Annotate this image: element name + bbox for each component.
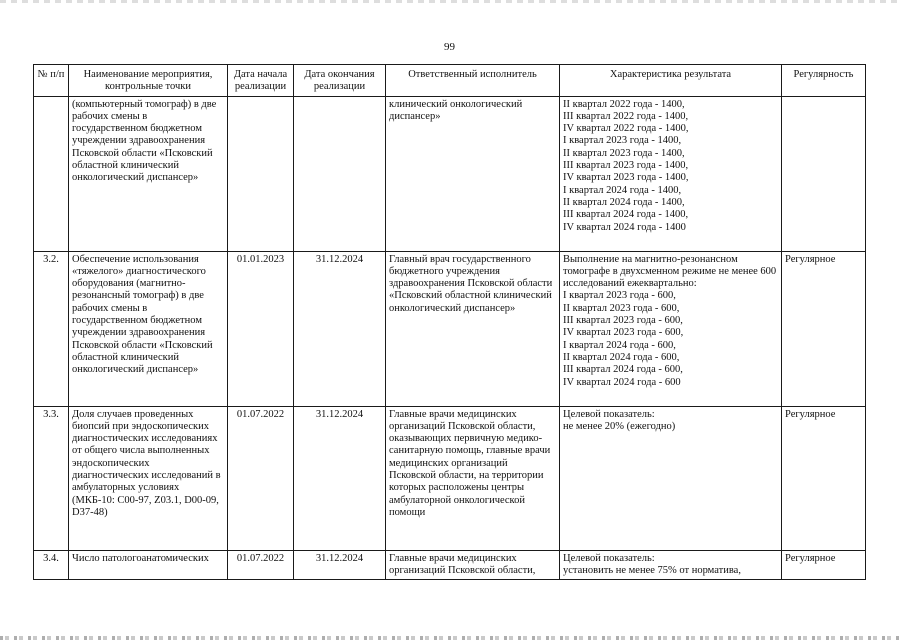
cell-name: Доля случаев проведенных биопсий при эндоскопических диагностических исследованиях от общего числа выполненных эндоскопических диагностических исследований в амбулаторных условиях (МКБ-10: С00-97, Z03.1, D00-09, D37-48) (69, 406, 228, 550)
cell-result (560, 96, 782, 251)
result-line: IV квартал 2023 года - 600, (563, 327, 684, 339)
result-line: I квартал 2024 года - 1400, (563, 184, 682, 196)
header-regularity: Регулярность (782, 65, 866, 97)
page-number: 99 (444, 41, 455, 53)
header-start-date: Дата начала реализации (228, 65, 294, 97)
table-header-row (34, 65, 866, 97)
cell-end-date (294, 96, 386, 251)
cell-name: (компьютерный томограф) в две рабочих смены в государственном бюджетном учреждении здравоохранения Псковской области «Псковский областной клинический онкологический диспансер» (69, 96, 228, 251)
result-line: IV квартал 2023 года - 1400, (563, 172, 689, 184)
cell-responsible: Главный врач государственного бюджетного учреждения здравоохранения Псковской области «Псковский областной клинический онкологический диспансер» (386, 251, 560, 406)
table-row-continuation (34, 96, 866, 251)
cell-num (34, 96, 69, 251)
cell-num: 3.3. (34, 406, 69, 550)
result-line: IV квартал 2024 года - 600 (563, 376, 681, 388)
result-line: Выполнение на магнитно-резонансном томографе в двухсменном режиме не менее 600 исследований ежеквартально: (563, 253, 777, 290)
result-line: III квартал 2024 года - 600, (563, 364, 683, 376)
result-line: не менее 20% (ежегодно) (563, 420, 676, 432)
cell-responsible: Главные врачи медицинских организаций Псковской области, (386, 550, 560, 580)
scan-edge-bottom (0, 636, 899, 640)
result-line: II квартал 2023 года - 600, (563, 302, 680, 314)
cell-num: 3.4. (34, 550, 69, 580)
cell-num: 3.2. (34, 251, 69, 406)
cell-regularity: Регулярное (782, 406, 866, 550)
cell-regularity: Регулярное (782, 550, 866, 580)
cell-end-date: 31.12.2024 (294, 550, 386, 580)
cell-start-date: 01.07.2022 (228, 406, 294, 550)
result-line: III квартал 2022 года - 1400, (563, 110, 689, 122)
result-line: установить не менее 75% от норматива, (563, 564, 741, 576)
result-line: II квартал 2024 года - 1400, (563, 196, 685, 208)
scan-edge-top (0, 0, 899, 3)
cell-start-date: 01.01.2023 (228, 251, 294, 406)
cell-name: Обеспечение использования «тяжелого» диагностического оборудования (магнитно-резонансный томограф) в две рабочих смены в государственном бюджетном учреждении здравоохранения Псковской области «Псковский областной клинический онкологический диспансер» (69, 251, 228, 406)
cell-end-date: 31.12.2024 (294, 406, 386, 550)
cell-responsible: клинический онкологический диспансер» (386, 96, 560, 251)
result-line: Целевой показатель: (563, 408, 655, 420)
result-line: I квартал 2023 года - 1400, (563, 135, 682, 147)
result-line: IV квартал 2024 года - 1400 (563, 221, 686, 233)
result-line: III квартал 2023 года - 1400, (563, 160, 689, 172)
cell-end-date: 31.12.2024 (294, 251, 386, 406)
cell-start-date: 01.07.2022 (228, 550, 294, 580)
cell-regularity (782, 96, 866, 251)
measures-table (33, 64, 866, 580)
result-line: II квартал 2023 года - 1400, (563, 147, 685, 159)
table-row (34, 550, 866, 580)
cell-regularity: Регулярное (782, 251, 866, 406)
cell-result (560, 406, 782, 550)
result-line: I квартал 2024 года - 600, (563, 339, 676, 351)
cell-result (560, 550, 782, 580)
result-line: IV квартал 2022 года - 1400, (563, 123, 689, 135)
header-name: Наименование мероприятия, контрольные точки (69, 65, 228, 97)
header-responsible: Ответственный исполнитель (386, 65, 560, 97)
header-num: № п/п (34, 65, 69, 97)
cell-name: Число патологоанатомических (69, 550, 228, 580)
table-row (34, 406, 866, 550)
cell-start-date (228, 96, 294, 251)
result-line: Целевой показатель: (563, 552, 655, 564)
result-line: III квартал 2024 года - 1400, (563, 209, 689, 221)
result-line: I квартал 2023 года - 600, (563, 290, 676, 302)
header-end-date: Дата окончания реализации (294, 65, 386, 97)
result-line: II квартал 2022 года - 1400, (563, 98, 685, 110)
cell-responsible: Главные врачи медицинских организаций Псковской области, оказывающих первичную медико-санитарную помощь, главные врачи медицинских организаций Псковской области, на территории которых расположены центры амбулаторной онкологической помощи (386, 406, 560, 550)
table-row (34, 251, 866, 406)
header-result: Характеристика результата (560, 65, 782, 97)
cell-result (560, 251, 782, 406)
result-line: III квартал 2023 года - 600, (563, 315, 683, 327)
result-line: II квартал 2024 года - 600, (563, 351, 680, 363)
